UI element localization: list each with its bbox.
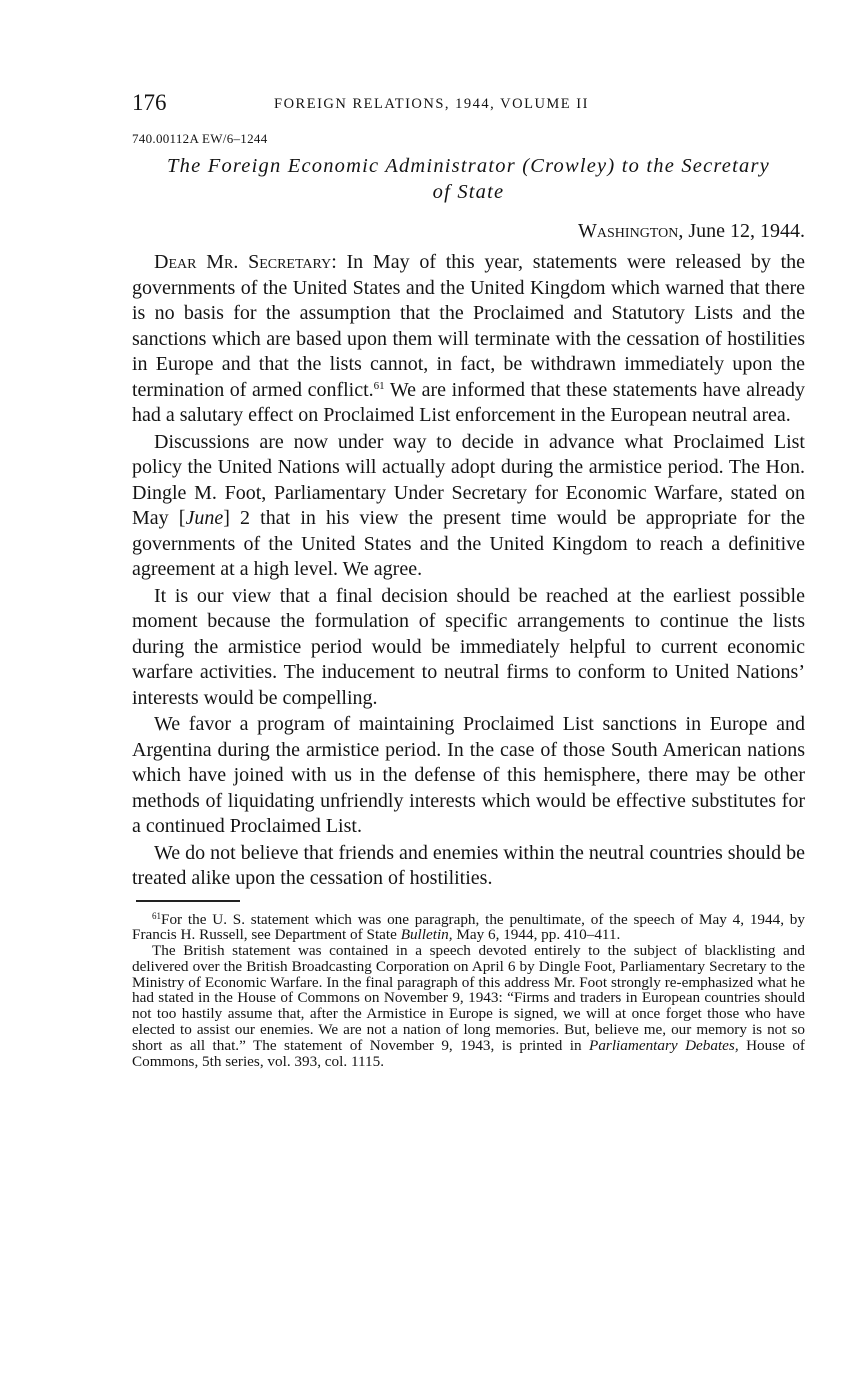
footnote-61-emphasis: Bulletin, bbox=[400, 926, 453, 944]
paragraph-1 bbox=[132, 250, 805, 429]
document-page bbox=[132, 88, 805, 1069]
dateline-place: Washington, bbox=[578, 220, 684, 242]
document-title-line-2: of State bbox=[432, 181, 505, 203]
footnote-61-cont-text-a: The British statement was contained in a speech devoted entirely to the subject of blacklisting and delivered over the British Broadcasting Corporation on April 6 by Dingle Foot, Parliamentary Secretary to the Ministry of Economic Warfare. In the final paragraph of this address Mr. Foot strongly re-emphasized what he had stated in the House of Commons on November 9, 1943: “Firms and traders in European countries should not too hastily assume that, after the Armistice in Europe is signed, we will at once forget those who have elected to assist our enemies. We are not a nation of long memories. But, believe me, our memory is not so short as all that.” The statement of November 9, 1943, is printed in bbox=[132, 942, 805, 1054]
footnote-61-text-b: May 6, 1944, pp. 410–411. bbox=[452, 926, 621, 944]
running-header bbox=[132, 88, 805, 124]
salutation: Dear Mr. Secretary: bbox=[154, 251, 337, 273]
paragraph-2 bbox=[132, 430, 805, 583]
file-reference: 740.00112A EW/6–1244 bbox=[132, 131, 268, 146]
page-number: 176 bbox=[132, 90, 167, 115]
running-title: FOREIGN RELATIONS, 1944, VOLUME II bbox=[274, 96, 589, 112]
document-title bbox=[132, 153, 805, 205]
footnote-number: 61 bbox=[152, 910, 161, 921]
paragraph-1-text-b: We are informed that these statements have already had a salutary effect on Proclaimed List enforcement in the European neutral area. bbox=[132, 378, 805, 426]
footnote-61-text-a: For the U. S. statement which was one paragraph, the penultimate, of the speech of May 4, 1944, by Francis H. Russell, see Department of State bbox=[132, 910, 805, 944]
dateline-date: June 12, 1944. bbox=[688, 220, 805, 242]
paragraph-2-text-a: Discussions are now under way to decide in advance what Proclaimed List policy the United Nations will actually adopt during the armistice period. The Hon. Dingle M. Foot, Parliamentary Under Secretary for Economic Warfare, stated on May [ bbox=[132, 430, 805, 529]
footnote-marker-61: 61 bbox=[373, 379, 385, 392]
paragraph-2-text-b: ] 2 that in his view the present time would be appropriate for the governments of the United States and the United Kingdom to reach a definitive agreement at a high level. We agree. bbox=[132, 507, 805, 580]
footnote-61-cont-emphasis: Parliamentary Debates, bbox=[589, 1036, 739, 1054]
footnotes bbox=[132, 912, 805, 1070]
paragraph-2-emphasis: June bbox=[185, 507, 224, 529]
footnote-rule bbox=[136, 900, 240, 902]
paragraph-5: We do not believe that friends and enemies within the neutral countries should be treated alike upon the cessation of hostilities. bbox=[132, 841, 805, 889]
paragraph-3: It is our view that a final decision should be reached at the earliest possible moment because the formulation of specific arrangements to continue the lists during the armistice period would be immediately helpful to current economic warfare activities. The inducement to neutral firms to conform to United Nations’ interests would be compelling. bbox=[132, 584, 805, 709]
paragraph-4: We favor a program of maintaining Proclaimed List sanctions in Europe and Argentina during the armistice period. In the case of those South American nations which have joined with us in the defense of this hemisphere, there may be other methods of liquidating unfriendly interests which would be effective substitutes for a continued Proclaimed List. bbox=[132, 713, 805, 837]
letter-body bbox=[132, 250, 805, 892]
document-title-line-1: The Foreign Economic Administrator (Crowley) to the Secretary bbox=[167, 155, 770, 177]
footnote-61 bbox=[132, 912, 805, 944]
dateline bbox=[132, 218, 805, 244]
paragraph-1-text-a: In May of this year, statements were released by the governments of the United States and the United Kingdom which warned that there is no basis for the assumption that the Proclaimed and Statutory Lists and the sanctions which are based upon them will terminate with the cessation of hostilities in Europe and that the lists cannot, in fact, be withdrawn immediately upon the termination of armed conflict. bbox=[132, 251, 806, 401]
footnote-61-cont-text-b: House of Commons, 5th series, vol. 393, col. 1115. bbox=[132, 1036, 805, 1070]
footnote-61-continued bbox=[132, 943, 805, 1069]
